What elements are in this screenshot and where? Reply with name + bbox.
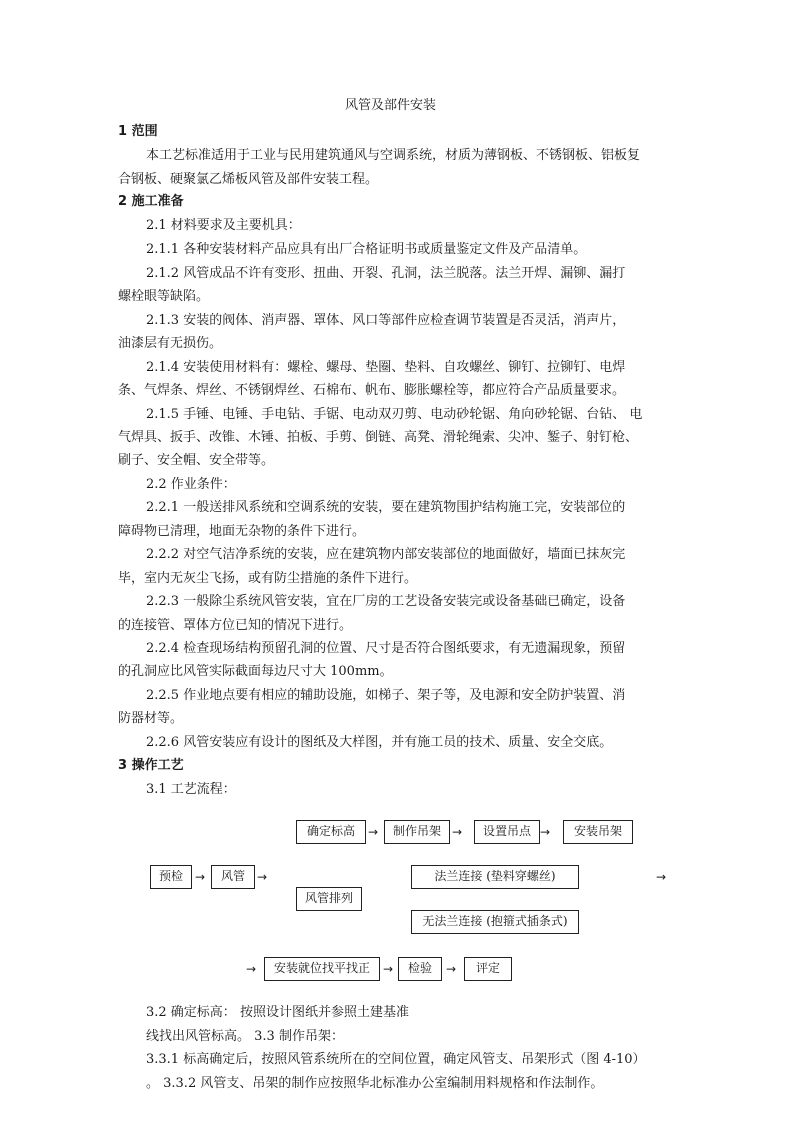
page-title: 风管及部件安装 bbox=[345, 98, 437, 113]
flow-step-flangeless-connection: 无法兰连接 (抱箍式插条式) bbox=[411, 910, 579, 934]
arrow-icon: → bbox=[656, 870, 667, 884]
arrow-icon: → bbox=[246, 962, 257, 976]
flow-step-make-hanger: 制作吊架 bbox=[384, 820, 450, 844]
paragraph-line: 障碍物已清理，地面无杂物的条件下进行。 bbox=[118, 524, 366, 539]
paragraph-line: 螺栓眼等缺陷。 bbox=[118, 289, 210, 304]
paragraph-line: 合钢板、硬聚氯乙烯板风管及部件安装工程。 bbox=[118, 172, 379, 187]
flow-step-duct: 风管 bbox=[211, 865, 255, 889]
paragraph-line: 2.1.2 风管成品不许有变形、扭曲、开裂、孔洞，法兰脱落。法兰开焊、漏铆、漏打 bbox=[146, 266, 626, 281]
paragraph-line: 。 3.3.2 风管支、吊架的制作应按照华北标准办公室编制用料规格和作法制作。 bbox=[146, 1076, 604, 1091]
paragraph-line: 线找出风管标高。 3.3 制作吊架： bbox=[146, 1029, 344, 1044]
subsection-heading: 3.1 工艺流程： bbox=[146, 782, 236, 797]
arrow-icon: → bbox=[195, 870, 206, 884]
paragraph-line: 的孔洞应比风管实际截面每边尺寸大 100mm。 bbox=[118, 664, 393, 679]
flow-step-duct-arrangement: 风管排列 bbox=[296, 887, 362, 911]
flow-step-inspection: 检验 bbox=[398, 957, 442, 981]
paragraph-line: 油漆层有无损伤。 bbox=[118, 336, 223, 351]
subsection-heading: 2.2 作业条件： bbox=[146, 477, 236, 492]
arrow-icon: → bbox=[368, 825, 379, 839]
paragraph-line: 2.2.3 一般除尘系统风管安装，宜在厂房的工艺设备安装完或设备基础已确定，设备 bbox=[146, 594, 626, 609]
paragraph-line: 2.2.4 检查现场结构预留孔洞的位置、尺寸是否符合图纸要求，有无遗漏现象，预留 bbox=[146, 641, 626, 656]
paragraph-line: 2.1.5 手锤、电锤、手电钻、手锯、电动双刃剪、电动砂轮锯、角向砂轮锯、台钻、 电 bbox=[146, 407, 643, 422]
paragraph-line: 2.2.1 一般送排风系统和空调系统的安装，要在建筑物围护结构施工完，安装部位的 bbox=[146, 500, 626, 515]
paragraph-line: 毕，室内无灰尘飞扬，或有防尘措施的条件下进行。 bbox=[118, 571, 418, 586]
paragraph-line: 防器材等。 bbox=[118, 711, 184, 726]
paragraph-line: 2.1.4 安装使用材料有：螺栓、螺母、垫圈、垫料、自攻螺丝、铆钉、拉铆钉、电焊 bbox=[146, 360, 626, 375]
paragraph-line: 2.2.2 对空气洁净系统的安装，应在建筑物内部安装部位的地面做好，墙面已抹灰完 bbox=[146, 547, 626, 562]
paragraph-line: 2.2.5 作业地点要有相应的辅助设施，如梯子、架子等，及电源和安全防护装置、消 bbox=[146, 688, 626, 703]
flow-step-install-level-align: 安装就位找平找正 bbox=[264, 957, 380, 981]
paragraph-line: 刷子、安全帽、安全带等。 bbox=[118, 453, 275, 468]
paragraph-line: 条、气焊条、焊丝、不锈钢焊丝、石棉布、帆布、膨胀螺栓等，都应符合产品质量要求。 bbox=[118, 383, 626, 398]
paragraph-line: 气焊具、扳手、改锥、木锤、拍板、手剪、倒链、高凳、滑轮绳索、尖冲、錾子、射钉枪、 bbox=[118, 430, 639, 445]
paragraph-line: 3.2 确定标高： 按照设计图纸并参照土建基准 bbox=[146, 1005, 409, 1020]
arrow-icon: → bbox=[540, 825, 551, 839]
flow-step-flange-connection: 法兰连接 (垫料穿螺丝) bbox=[411, 865, 579, 889]
flow-step-pre-inspection: 预检 bbox=[150, 865, 192, 889]
paragraph-line: 本工艺标准适用于工业与民用建筑通风与空调系统，材质为薄钢板、不锈钢板、铝板复 bbox=[146, 148, 641, 163]
section-heading-1: 1 范围 bbox=[118, 124, 158, 139]
arrow-icon: → bbox=[383, 962, 394, 976]
paragraph-line: 的连接管、罩体方位已知的情况下进行。 bbox=[118, 618, 353, 633]
flow-step-determine-elevation: 确定标高 bbox=[296, 820, 366, 844]
flow-step-set-hanging-point: 设置吊点 bbox=[474, 820, 540, 844]
section-heading-3: 3 操作工艺 bbox=[118, 758, 184, 773]
paragraph-line: 3.3.1 标高确定后，按照风管系统所在的空间位置，确定风管支、吊架形式（图 4-10） bbox=[146, 1052, 646, 1067]
arrow-icon: → bbox=[446, 962, 457, 976]
paragraph-line: 2.2.6 风管安装应有设计的图纸及大样图，并有施工员的技术、质量、安全交底。 bbox=[146, 735, 613, 750]
arrow-icon: → bbox=[452, 825, 463, 839]
subsection-heading: 2.1 材料要求及主要机具： bbox=[146, 218, 301, 233]
paragraph-line: 2.1.1 各种安装材料产品应具有出厂合格证明书或质量鉴定文件及产品清单。 bbox=[146, 242, 587, 257]
section-heading-2: 2 施工准备 bbox=[118, 194, 184, 209]
flow-step-install-hanger: 安装吊架 bbox=[563, 820, 633, 844]
paragraph-line: 2.1.3 安装的阀体、消声器、罩体、风口等部件应检查调节装置是否灵活，消声片， bbox=[146, 313, 626, 328]
flow-step-evaluation: 评定 bbox=[464, 957, 512, 981]
arrow-icon: → bbox=[257, 870, 268, 884]
